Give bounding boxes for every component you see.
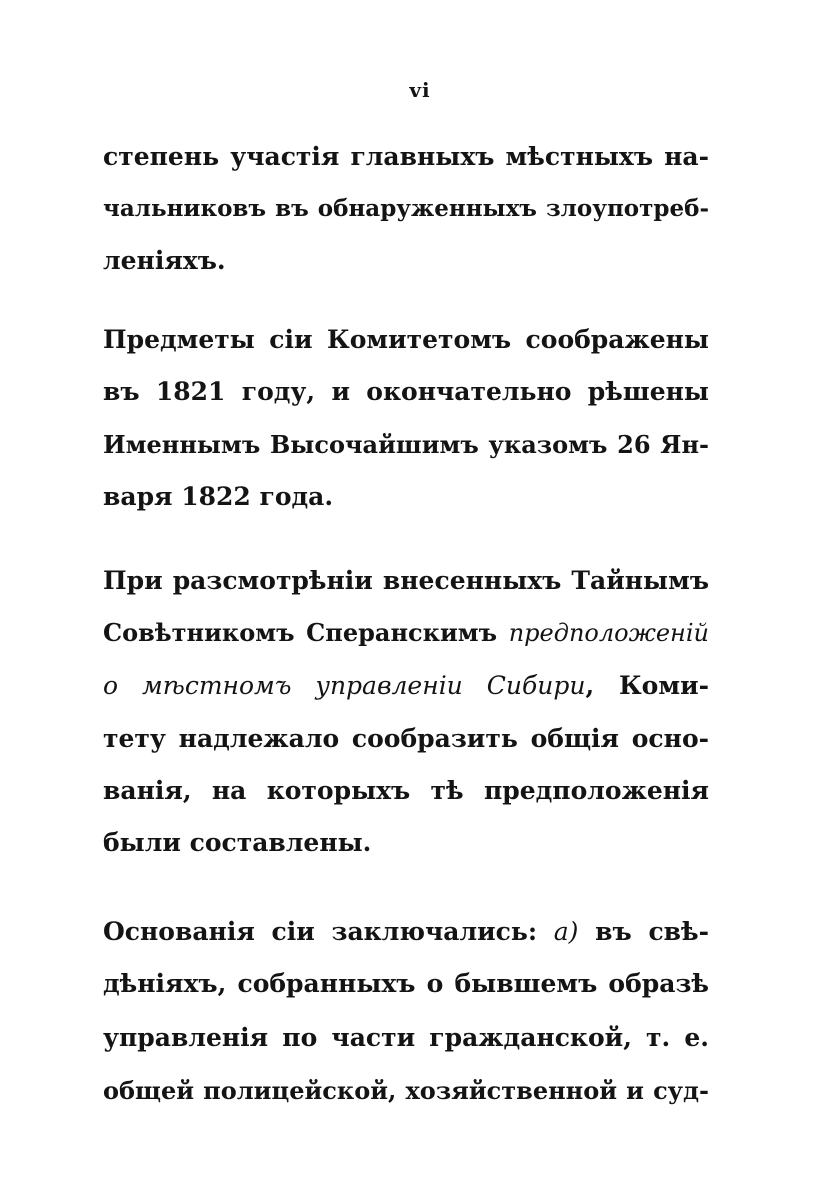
text-line — [103, 964, 709, 1004]
text-segment: , Коми- — [585, 671, 709, 700]
text-segment: Основанія сіи заключались: — [103, 917, 554, 946]
text-segment: Именнымъ Высочайшимъ указомъ 26 Ян- — [103, 430, 709, 459]
text-segment: чальниковъ въ обнаруженныхъ злоупотреб- — [103, 195, 709, 222]
text-segment: въ 1821 году, и окончательно рѣшены — [103, 377, 709, 406]
page-number: vi — [409, 78, 431, 102]
text-line — [103, 372, 709, 412]
text-line — [103, 425, 709, 465]
text-segment: дѣніяхъ, собранныхъ о бывшемъ образѣ — [103, 969, 709, 998]
text-segment: леніяхъ. — [103, 246, 226, 275]
text-segment: Совѣтникомъ Сперанскимъ — [103, 618, 509, 647]
text-line — [103, 137, 709, 177]
text-segment: При разсмотрѣніи внесенныхъ Тайнымъ — [103, 566, 709, 595]
text-line — [103, 771, 709, 811]
text-line — [103, 189, 709, 229]
text-segment: степень участія главныхъ мѣстныхъ на- — [103, 142, 709, 171]
text-line — [103, 561, 709, 601]
italic-text-segment: о мѣстномъ управленіи Сибири — [103, 671, 586, 700]
text-line — [103, 823, 709, 863]
text-segment: общей полицейской, хозяйственной и суд- — [103, 1076, 709, 1105]
text-segment: ванія, на которыхъ тѣ предположенія — [103, 776, 709, 805]
text-line — [103, 1018, 709, 1058]
italic-text-segment: а) — [553, 917, 579, 946]
text-line — [103, 666, 709, 706]
italic-text-segment: предположеній — [508, 619, 709, 647]
text-segment: были составлены. — [103, 828, 372, 857]
text-segment: варя 1822 года. — [103, 482, 334, 511]
text-segment: Предметы сіи Комитетомъ соображены — [103, 325, 709, 354]
text-line — [103, 1071, 709, 1111]
text-segment: въ свѣ- — [578, 917, 709, 946]
text-line — [103, 719, 709, 759]
text-line — [103, 320, 709, 360]
text-line — [103, 477, 709, 517]
text-segment: тету надлежало сообразить общія осно- — [103, 724, 709, 753]
text-line — [103, 912, 709, 952]
text-segment: управленія по части гражданской, т. е. — [103, 1023, 709, 1052]
text-line — [103, 613, 709, 653]
text-line — [103, 241, 709, 281]
